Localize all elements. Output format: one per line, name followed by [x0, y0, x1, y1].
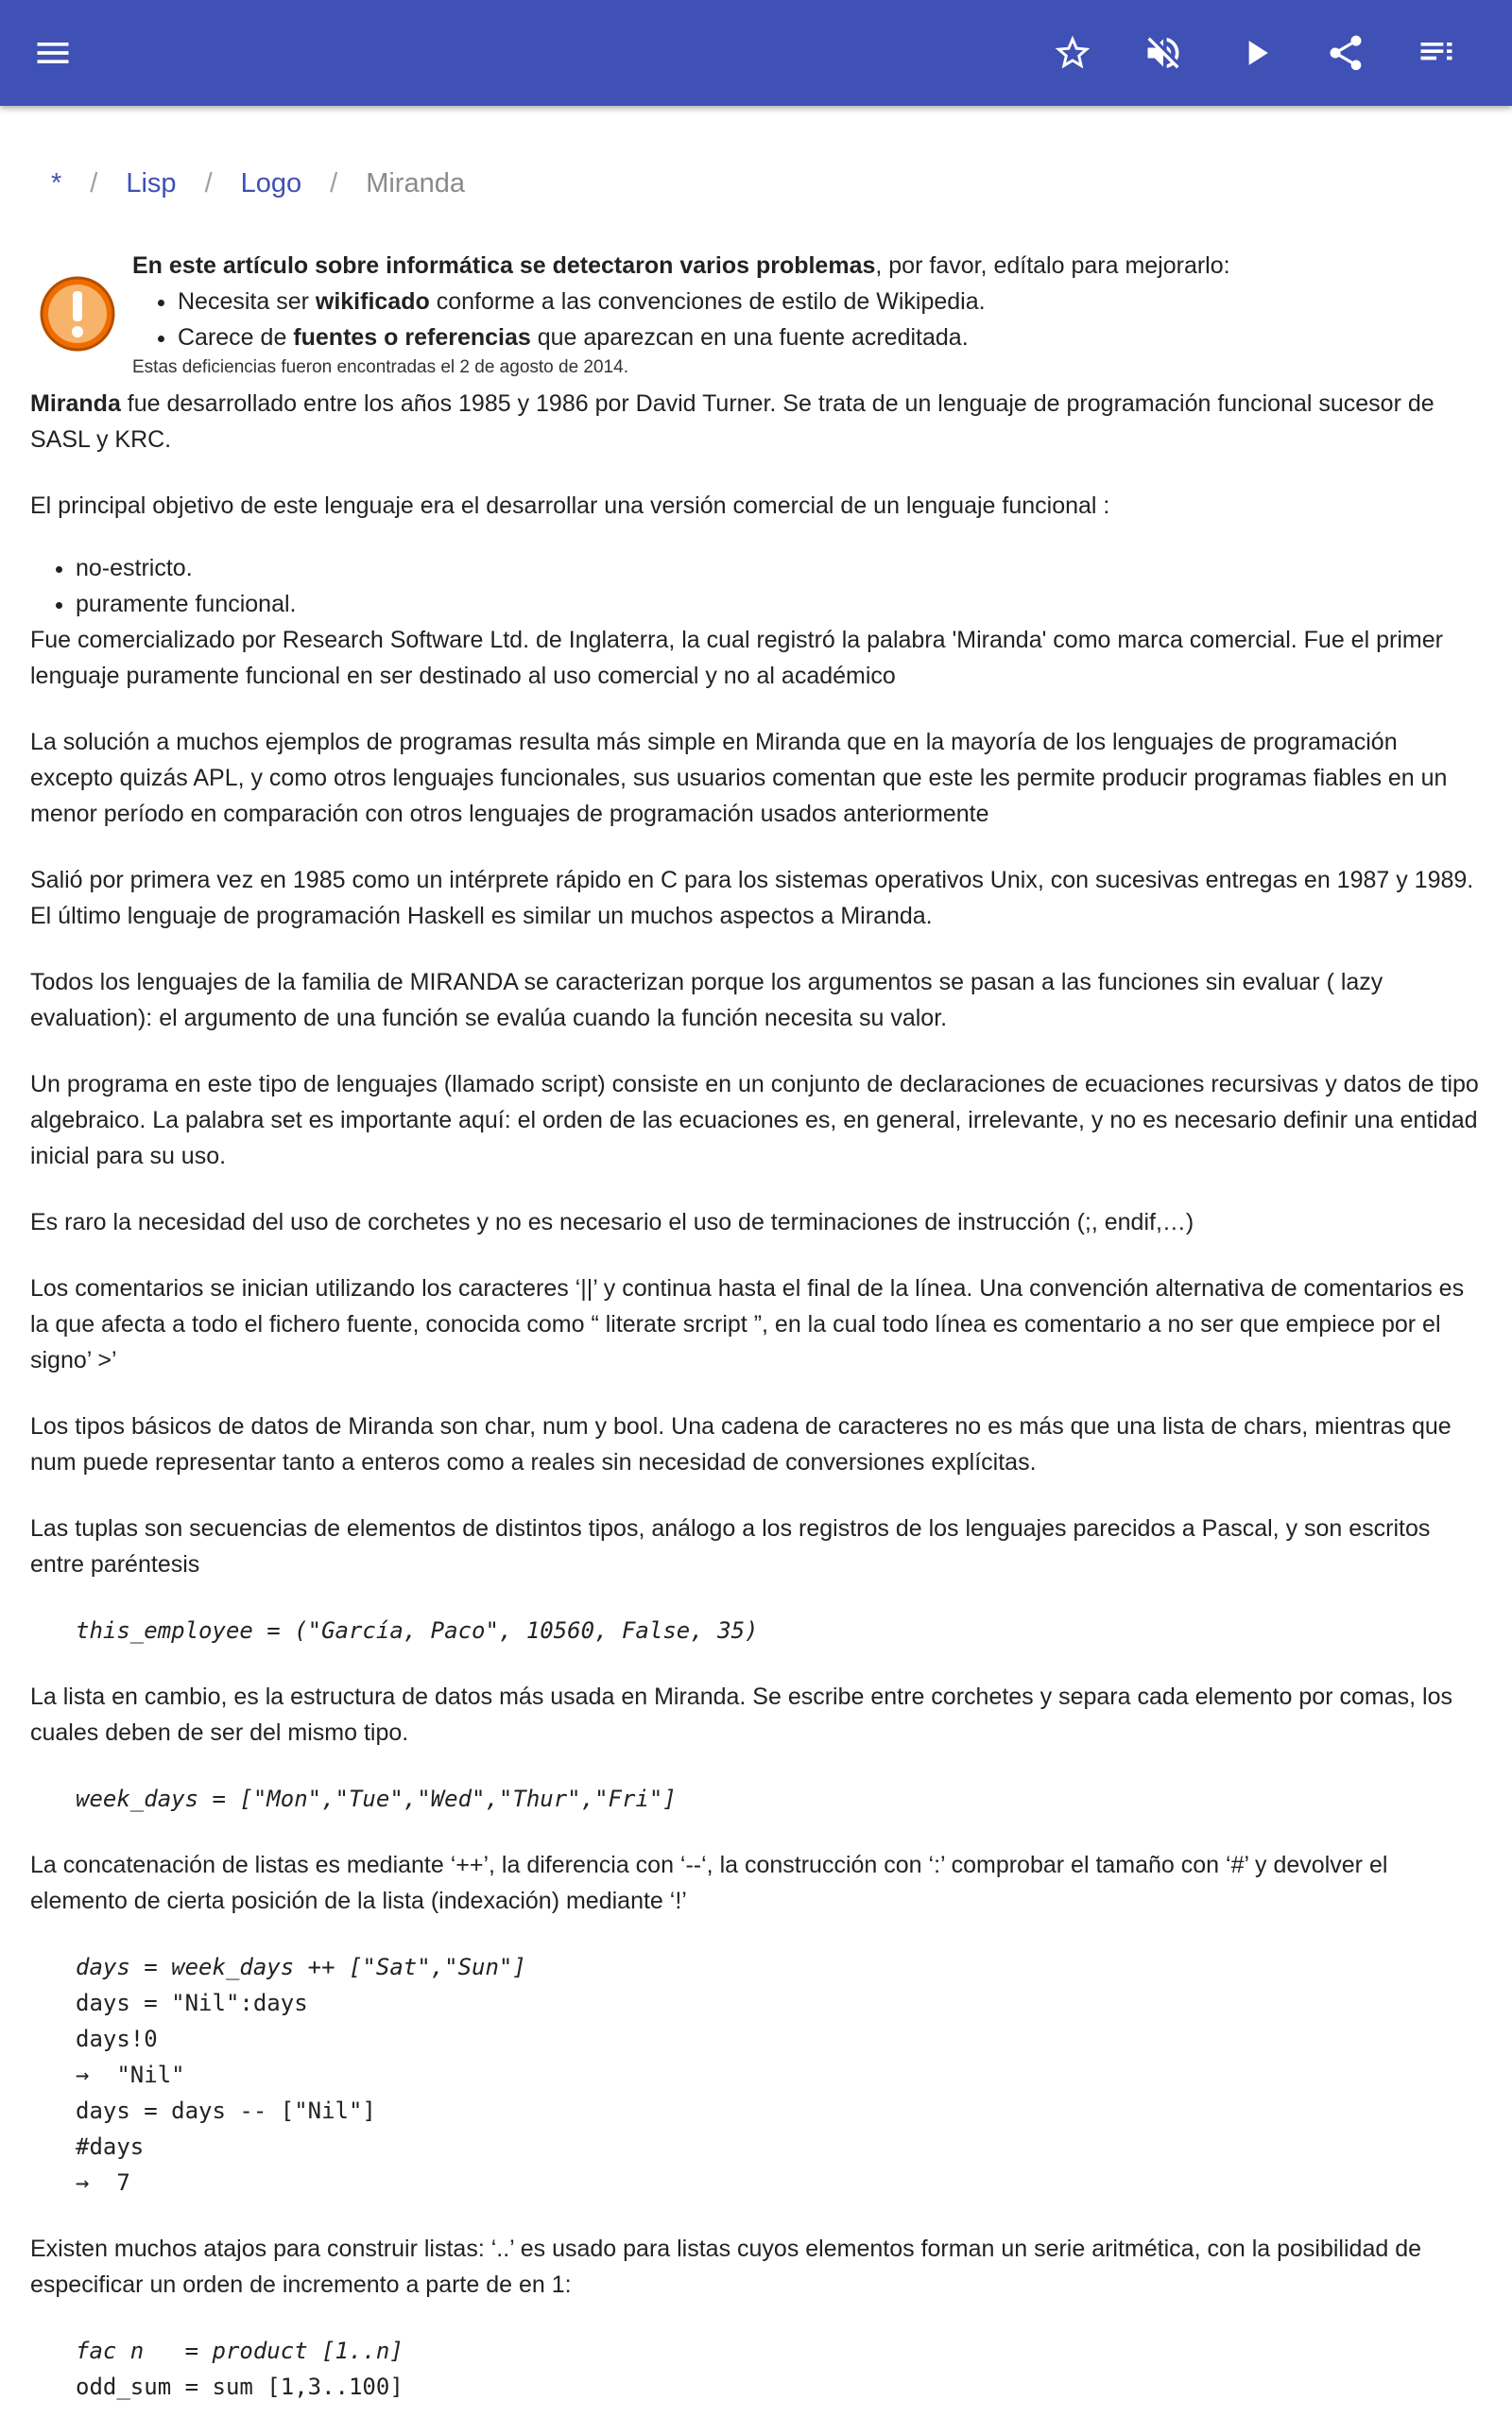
- code-block: [30, 2333, 1486, 2405]
- breadcrumb-separator: /: [330, 168, 338, 199]
- star-icon[interactable]: [1044, 25, 1101, 81]
- list-item: • puramente funcional.: [76, 586, 1486, 622]
- article-body: [30, 386, 1486, 2435]
- paragraph: Fue comercializado por Research Software Ltd. de Inglaterra, la cual registró la palabra 'Miranda' como marca comercial. Fue el primer lenguaje puramente funcional en ser destinado al uso comercial y no al académico: [30, 627, 1443, 689]
- paragraph: La concatenación de listas es mediante ‘++’, la diferencia con ‘--‘, la construcción con ‘:’ comprobar el tamaño con ‘#’ y devolver el elemento de cierta posición de la lista (indexación) mediante ‘!’: [30, 1852, 1388, 1914]
- code-line: week_days = ["Mon","Tue","Wed","Thur","Fri"]: [76, 1786, 677, 1812]
- code-line: days = week_days ++ ["Sat","Sun"]: [76, 1954, 526, 1980]
- code-line: fac n = product [1..n]: [76, 2338, 404, 2364]
- notice-item-text: conforme a las convenciones de estilo de Wikipedia.: [429, 288, 986, 315]
- notice-list: [132, 284, 1230, 355]
- breadcrumb-lisp[interactable]: Lisp: [126, 168, 177, 199]
- paragraph: [30, 386, 1486, 458]
- share-icon[interactable]: [1317, 25, 1374, 81]
- paragraph: Salió por primera vez en 1985 como un intérprete rápido en C para los sistemas operativos Unix, con sucesivas entregas en 1987 y 1989. El último lenguaje de programación Haskell es similar un muchos aspectos a Miranda.: [30, 867, 1474, 929]
- code-line: this_employee = ("García, Paco", 10560, False, 35): [76, 1617, 759, 1644]
- paragraph: Todos los lenguajes de la familia de MIRANDA se caracterizan porque los argumentos se pasan a las funciones sin evaluar ( lazy evaluation): el argumento de una función se evalúa cuando la función necesita su valor.: [30, 969, 1383, 1031]
- code-line: #days: [76, 2133, 145, 2160]
- list-item: • no-estricto.: [76, 550, 1486, 586]
- notice-headline: [132, 248, 1230, 284]
- notice-date: Estas deficiencias fueron encontradas el 2 de agosto de 2014.: [132, 357, 628, 377]
- notice-item-bold: wikificado: [315, 288, 430, 315]
- paragraph: El principal objetivo de este lenguaje era el desarrollar una versión comercial de un lenguaje funcional :: [30, 492, 1110, 519]
- paragraph: Los comentarios se inician utilizando los caracteres ‘||’ y continua hasta el final de la línea. Una convención alternativa de comentarios es la que afecta a todo el fichero fuente, conocida como “ literate srcript ”, en la cual todo línea es comentario a no ser que empiece por el signo’ >’: [30, 1275, 1465, 1373]
- notice-headline-bold: En este artículo sobre informática se detectaron varios problemas: [132, 252, 876, 279]
- paragraph: Es raro la necesidad del uso de corchetes y no es necesario el uso de terminaciones de instrucción (;, endif,…): [30, 1209, 1194, 1235]
- code-line: → "Nil": [76, 2062, 185, 2088]
- notice-headline-rest: , por favor, edítalo para mejorarlo:: [875, 252, 1230, 279]
- breadcrumb-home[interactable]: *: [51, 168, 62, 199]
- code-block: [30, 1781, 1486, 1817]
- play-icon[interactable]: [1228, 25, 1284, 81]
- breadcrumb-separator: /: [204, 168, 213, 199]
- code-block: [30, 1949, 1486, 2201]
- paragraph: Las tuplas son secuencias de elementos de distintos tipos, análogo a los registros de los lenguajes parecidos a Pascal, y son escritos entre paréntesis: [30, 1515, 1431, 1578]
- breadcrumb-separator: /: [90, 168, 98, 199]
- notice-item: [178, 284, 1230, 319]
- code-line: days!0: [76, 2026, 158, 2052]
- notice-item-bold: fuentes o referencias: [293, 324, 531, 351]
- paragraph-text: fue desarrollado entre los años 1985 y 1986 por David Turner. Se trata de un lenguaje de programación funcional sucesor de SASL y KRC.: [30, 390, 1435, 453]
- volume-off-icon[interactable]: [1135, 25, 1192, 81]
- menu-icon[interactable]: [25, 25, 81, 81]
- notice-item-text: que aparezcan en una fuente acreditada.: [530, 324, 969, 351]
- notice-item-text: Necesita ser: [178, 288, 316, 315]
- breadcrumb: [51, 168, 465, 199]
- paragraph: La lista en cambio, es la estructura de datos más usada en Miranda. Se escribe entre corchetes y separa cada elemento por comas, los cuales deben de ser del mismo tipo.: [30, 1684, 1452, 1746]
- paragraph: Un programa en este tipo de lenguajes (llamado script) consiste en un conjunto de declaraciones de ecuaciones recursivas y datos de tipo algebraico. La palabra set es importante aquí: el orden de las ecuaciones es, en general, irrelevante, y no es necesario definir una entidad inicial para su uso.: [30, 1071, 1479, 1169]
- paragraph: Los tipos básicos de datos de Miranda son char, num y bool. Una cadena de caracteres no es más que una lista de chars, mientras que num puede representar tanto a enteros como a reales sin necesidad de conversiones explícitas.: [30, 1413, 1452, 1476]
- article-subject: Miranda: [30, 390, 121, 417]
- feature-list: [30, 550, 1486, 622]
- breadcrumb-current: Miranda: [366, 168, 465, 199]
- playlist-icon[interactable]: [1408, 25, 1465, 81]
- notice-item-text: Carece de: [178, 324, 294, 351]
- code-line: odd_sum = sum [1,3..100]: [76, 2374, 404, 2400]
- app-bar: [0, 0, 1512, 106]
- paragraph: Existen muchos atajos para construir listas: ‘..’ es usado para listas cuyos elementos forman un serie aritmética, con la posibilidad de especificar un orden de incremento a parte de en 1:: [30, 2236, 1422, 2298]
- warning-icon: [38, 274, 117, 354]
- code-line: days = days -- ["Nil"]: [76, 2098, 376, 2124]
- code-block: [30, 1613, 1486, 1649]
- code-line: → 7: [76, 2169, 130, 2196]
- notice-item: [178, 319, 1230, 355]
- notice-text: [132, 248, 1230, 380]
- paragraph: La solución a muchos ejemplos de programas resulta más simple en Miranda que en la mayoría de los lenguajes de programación excepto quizás APL, y como otros lenguajes funcionales, sus usuarios comentan que este les permite producir programas fiables en un menor período en comparación con otros lenguajes de programación usados anteriormente: [30, 729, 1448, 827]
- breadcrumb-logo[interactable]: Logo: [240, 168, 302, 199]
- code-line: days = "Nil":days: [76, 1990, 308, 2016]
